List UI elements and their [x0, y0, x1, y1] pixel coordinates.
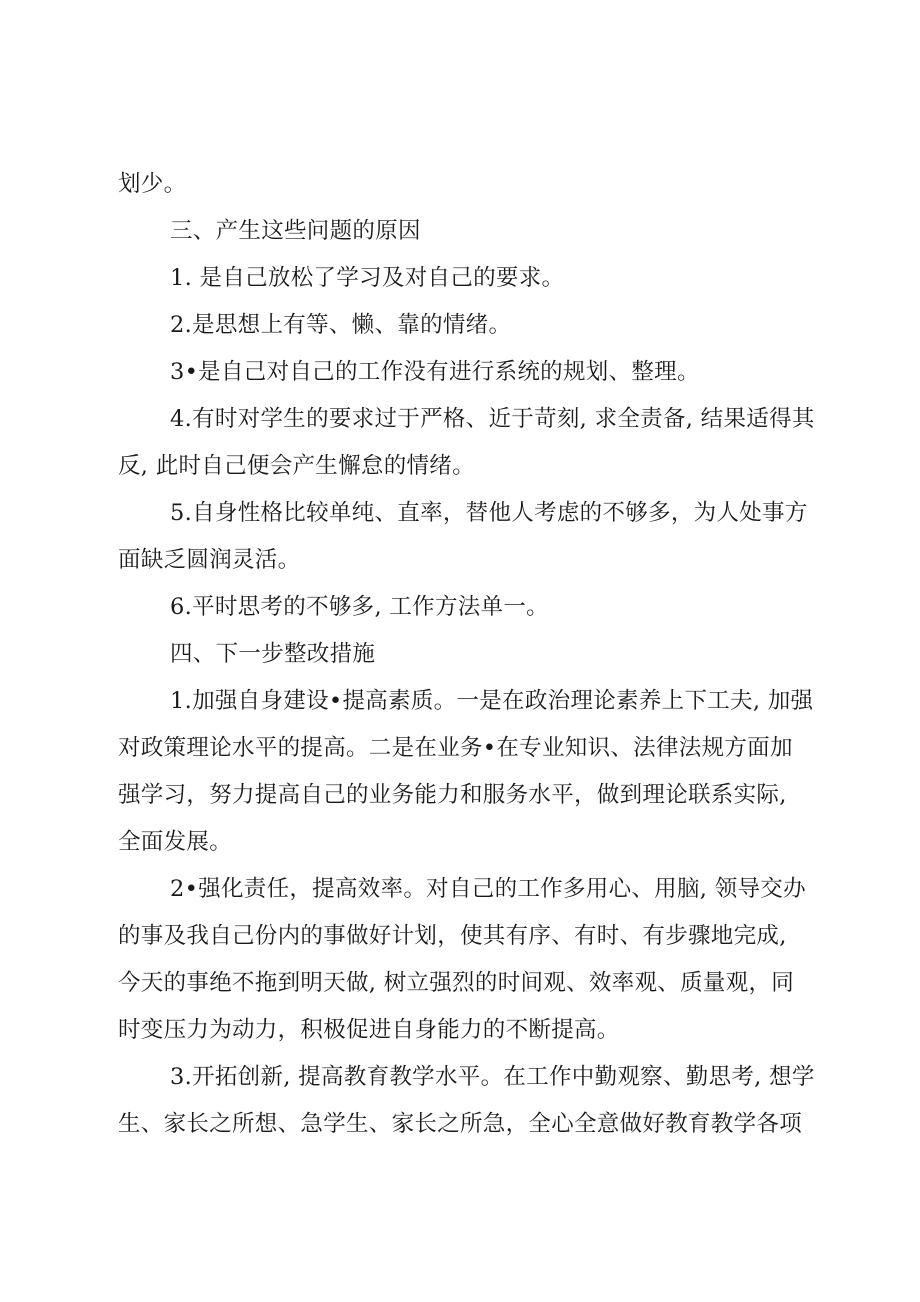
- cause-item-4-cont: 反, 此时自己便会产生懈怠的情绪。: [118, 453, 475, 479]
- section-heading-causes: 三、产生这些问题的原因: [170, 218, 421, 244]
- cause-item-2: 2.是思想上有等、懒、靠的情绪。: [170, 312, 512, 338]
- measure-item-3-cont: 生、家长之所想、急学生、家长之所急，全心全意做好教育教学各项: [118, 1111, 803, 1137]
- document-page: [118, 164, 818, 1151]
- cause-item-5-cont: 面缺乏圆润灵活。: [118, 547, 301, 573]
- cause-item-4: 4.有时对学生的要求过于严格、近于苛刻, 求全责备, 结果适得其: [170, 406, 815, 432]
- section-heading-measures: 四、下一步整改措施: [170, 641, 376, 667]
- measure-item-2-cont: 的事及我自己份内的事做好计划，使其有序、有时、有步骤地完成,: [118, 923, 787, 949]
- measure-item-1-cont: 对政策理论水平的提高。二是在业务•在专业知识、法律法规方面加: [118, 735, 793, 761]
- cause-item-6: 6.平时思考的不够多, 工作方法单一。: [170, 594, 549, 620]
- measure-item-1-cont: 强学习，努力提高自己的业务能力和服务水平，做到理论联系实际,: [118, 782, 787, 808]
- measure-item-1-cont: 全面发展。: [118, 829, 233, 855]
- measure-item-2-cont: 今天的事绝不拖到明天做, 树立强烈的时间观、效率观、质量观，同: [118, 970, 795, 996]
- measure-item-3: 3.开拓创新, 提高教育教学水平。在工作中勤观察、勤思考, 想学: [170, 1064, 815, 1090]
- measure-item-1: 1.加强自身建设•提高素质。一是在政治理论素养上下工夫, 加强: [170, 688, 814, 714]
- measure-item-2-cont: 时变压力为动力，积极促进自身能力的不断提高。: [118, 1017, 620, 1043]
- cause-item-5: 5.自身性格比较单纯、直率，替他人考虑的不够多，为人处事方: [170, 500, 808, 526]
- cause-item-1: 1. 是自己放松了学习及对自己的要求。: [170, 265, 565, 291]
- measure-item-2: 2•强化责任，提高效率。对自己的工作多用心、用脑, 领导交办: [170, 876, 806, 902]
- cause-item-3: 3•是自己对自己的工作没有进行系统的规划、整理。: [170, 359, 700, 385]
- text-line: 划少。: [118, 171, 187, 197]
